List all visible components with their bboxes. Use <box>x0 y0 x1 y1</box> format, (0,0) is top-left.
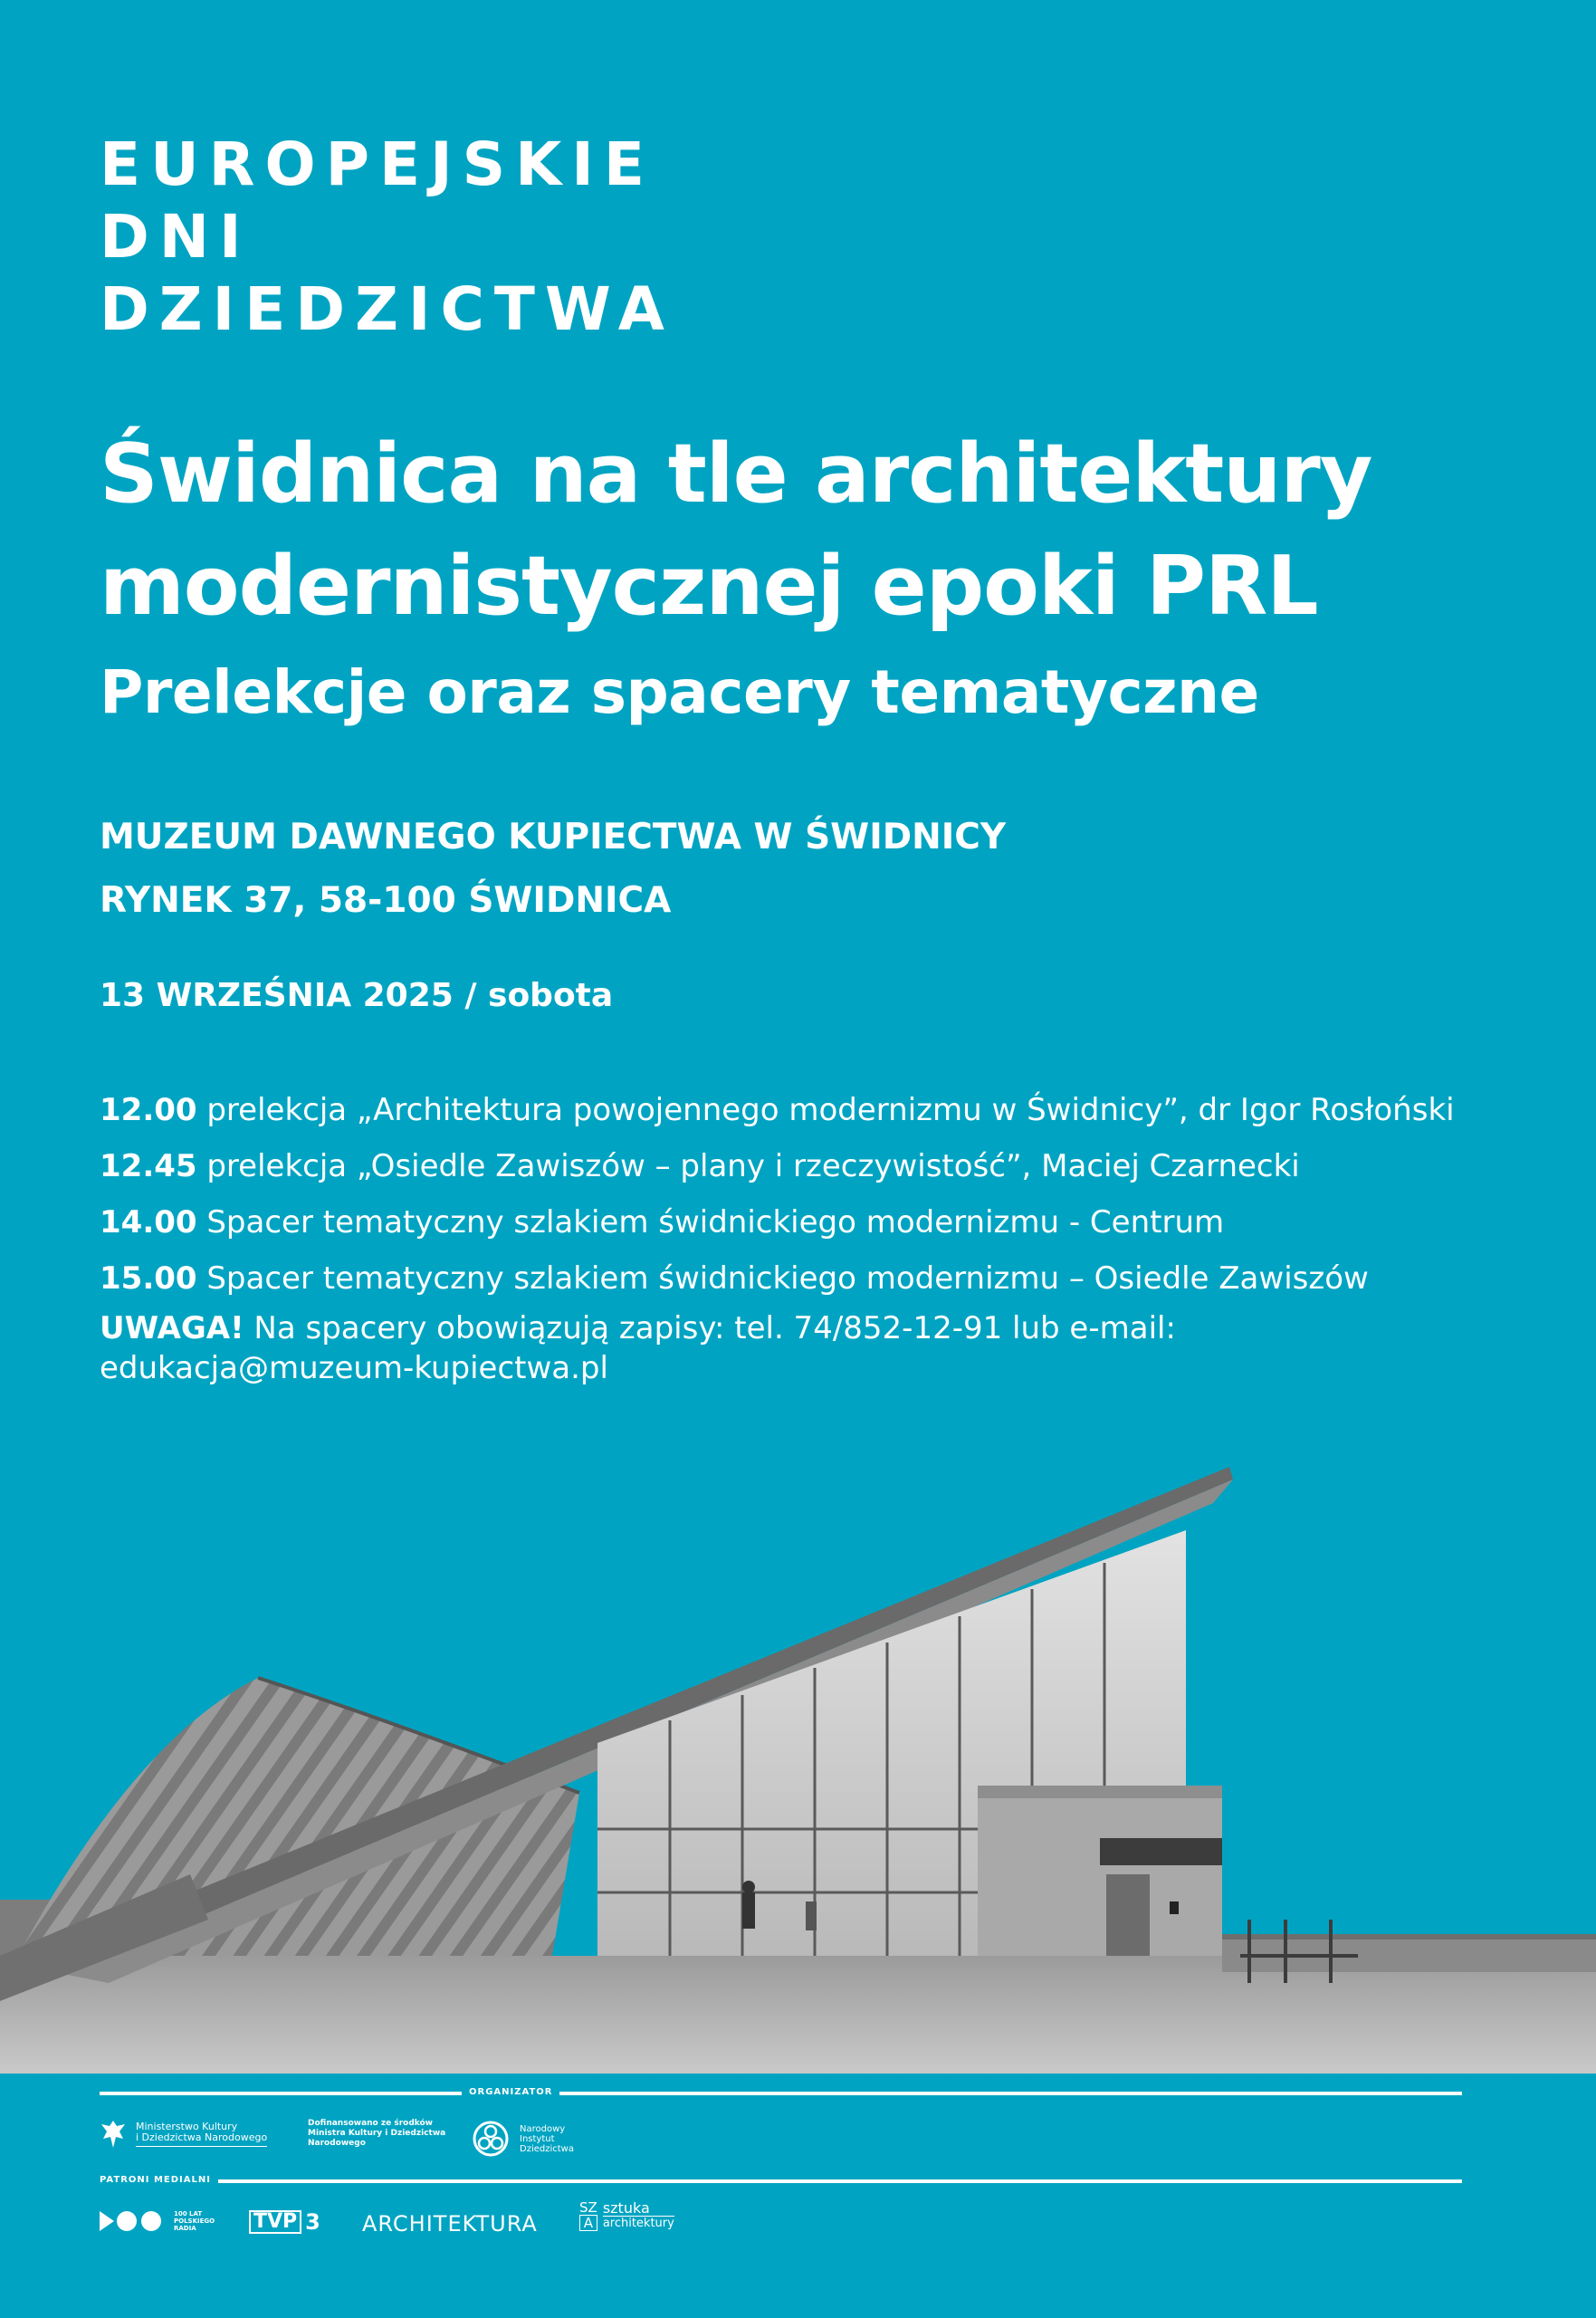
media-label: PATRONI MEDIALNI <box>100 2175 218 2185</box>
funding-line-2: Ministra Kultury i Dziedzictwa <box>308 2129 446 2138</box>
nid-logo <box>471 2119 574 2159</box>
program-text: Spacer tematyczny szlakiem świdnickiego modernizmu – Osiedle Zawiszów <box>196 1260 1369 1297</box>
sztuka-architektury-logo <box>579 2200 674 2231</box>
organizer-divider <box>100 2092 1462 2095</box>
tvp-number: 3 <box>305 2209 320 2235</box>
funding-note <box>308 2119 445 2149</box>
program-list <box>100 1082 1566 1307</box>
note-text: Na spacery obowiązują zapisy: tel. 74/852-12-91 lub e-mail: <box>244 1310 1176 1346</box>
program-item <box>100 1250 1566 1307</box>
funding-line-3: Narodowego <box>308 2139 366 2148</box>
program-item <box>100 1194 1566 1250</box>
venue-block <box>100 806 1006 933</box>
program-time: 12.45 <box>100 1148 197 1184</box>
subtitle: Prelekcje oraz spacery tematyczne <box>100 657 1259 727</box>
venue-name: MUZEUM DAWNEGO KUPIECTWA W ŚWIDNICY <box>100 817 1007 857</box>
architektura-logo <box>362 2211 538 2237</box>
logo-line-2: DNI <box>100 202 252 272</box>
nid-line-3: Dziedzictwa <box>520 2143 574 2154</box>
nid-line-2: Instytut <box>520 2133 555 2144</box>
title-line-2: modernistycznej epoki PRL <box>100 539 1318 634</box>
program-text: Spacer tematyczny szlakiem świdnickiego modernizmu - Centrum <box>196 1204 1225 1240</box>
title-line-1: Świdnica na tle architektury <box>100 426 1372 522</box>
architektura-text: ARCHITEKTURA <box>362 2211 538 2237</box>
sza-top: SZ <box>579 2199 597 2216</box>
program-item <box>100 1138 1566 1194</box>
nid-line-1: Narodowy <box>520 2123 566 2134</box>
logo-line-1: EUROPEJSKIE <box>100 129 655 199</box>
polish-radio-logo <box>100 2209 215 2233</box>
ministry-line-2: i Dziedzictwa Narodowego <box>136 2131 268 2143</box>
media-divider <box>100 2179 1462 2183</box>
organizer-label: ORGANIZATOR <box>462 2087 559 2097</box>
sztuka-line-2: architektury <box>602 2216 674 2230</box>
program-text: prelekcja „Osiedle Zawiszów – plany i rzeczywistość”, Maciej Czarnecki <box>196 1148 1300 1184</box>
tvp-mark: TVP <box>249 2210 301 2234</box>
radio-line-2: POLSKIEGO <box>174 2217 215 2225</box>
note-label: UWAGA! <box>100 1310 244 1346</box>
event-logo <box>100 129 674 346</box>
radio-mark-icon <box>100 2209 165 2233</box>
eagle-icon <box>100 2119 127 2150</box>
program-time: 14.00 <box>100 1204 197 1240</box>
page-title <box>100 418 1566 643</box>
logo-line-3: DZIEDZICTWA <box>100 274 674 344</box>
event-date: 13 WRZEŚNIA 2025 / sobota <box>100 977 614 1014</box>
sztuka-line-1: sztuka <box>602 2198 650 2217</box>
program-text: prelekcja „Architektura powojennego modernizmu w Świdnicy”, dr Igor Rosłoński <box>196 1092 1455 1128</box>
sza-bottom: A <box>579 2215 597 2231</box>
nid-emblem-icon <box>471 2119 511 2159</box>
radio-line-1: 100 LAT <box>174 2210 203 2217</box>
contact-email-link[interactable]: edukacja@muzeum-kupiectwa.pl <box>100 1350 608 1386</box>
footer <box>0 2074 1596 2318</box>
ministry-logo <box>100 2119 267 2150</box>
program-item <box>100 1082 1566 1138</box>
registration-note <box>100 1308 1566 1388</box>
radio-line-3: RADIA <box>174 2225 196 2232</box>
ministry-line-1: Ministerstwo Kultury <box>136 2121 238 2132</box>
funding-line-1: Dofinansowano ze środków <box>308 2119 434 2128</box>
venue-address: RYNEK 37, 58-100 ŚWIDNICA <box>100 880 672 921</box>
program-time: 15.00 <box>100 1260 197 1297</box>
tvp3-logo <box>249 2209 320 2235</box>
building-photo <box>0 1449 1596 2074</box>
program-time: 12.00 <box>100 1092 197 1128</box>
